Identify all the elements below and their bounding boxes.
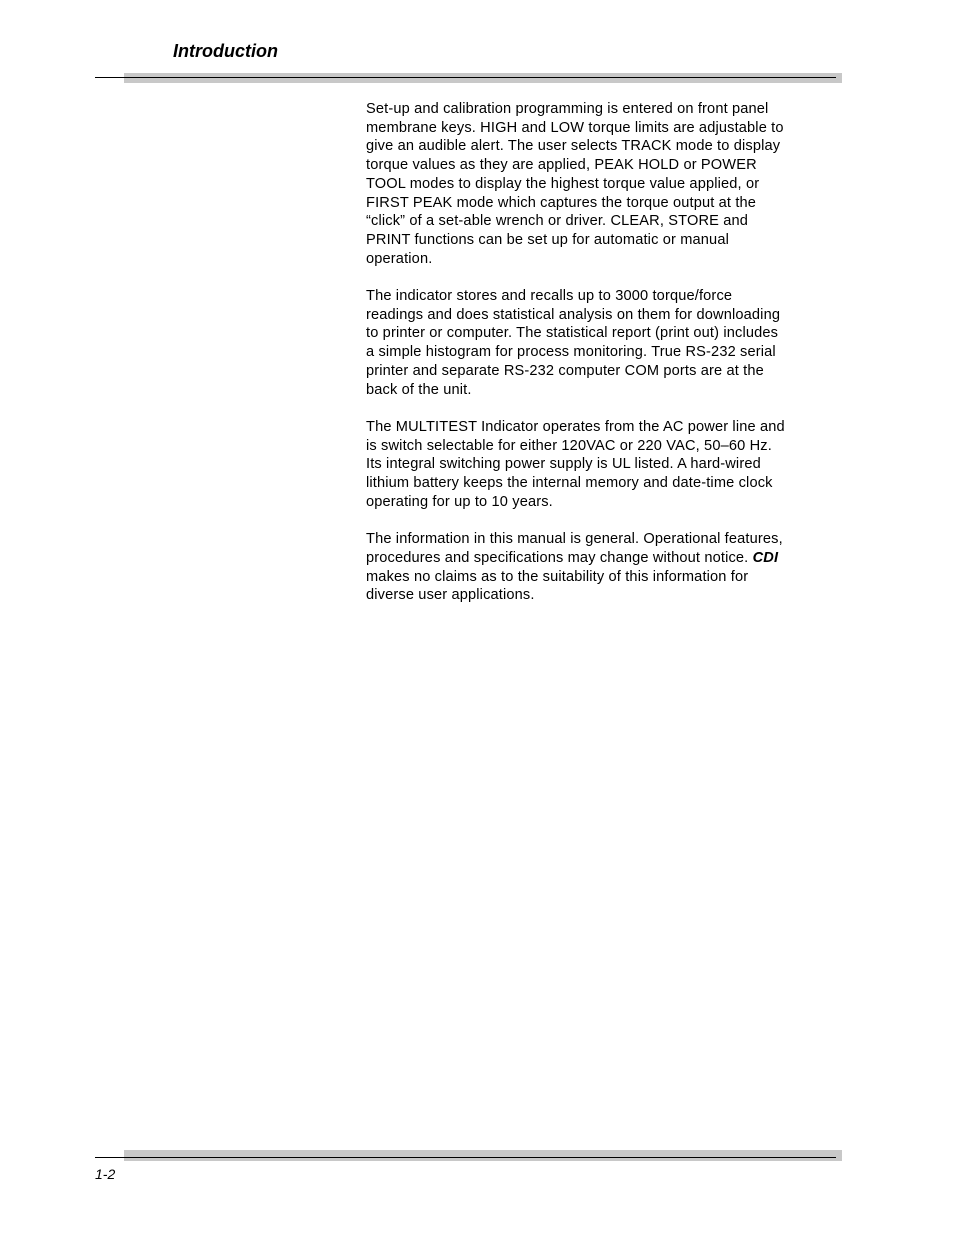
paragraph-setup-calibration: Set-up and calibration programming is entered on front panel membrane keys. HIGH and LOW torque limits are adjustable to give an audible alert. The user selects TRACK mode to display torque values as they are applied, PEAK HOLD or POWER TOOL modes to display the highest torque value applied, or FIRST PEAK mode which captures the torque output at the “click” of a set-able wrench or driver. CLEAR, STORE and PRINT functions can be set up for automatic or manual operation.	[366, 101, 784, 267]
body-text	[366, 100, 842, 624]
page-number: 1-2	[95, 1166, 116, 1182]
disclaimer-text-start: The information in this manual is general. Operational features, procedures and specifications may change without notice.	[366, 531, 783, 566]
paragraph-power: The MULTITEST Indicator operates from the AC power line and is switch selectable for either 120VAC or 220 VAC, 50–60 Hz. Its integral switching power supply is UL listed. A hard-wired lithium battery keeps the internal memory and date-time clock operating for up to 10 years.	[366, 418, 785, 510]
disclaimer-text-end: makes no claims as to the suitability of this information for diverse user applications.	[366, 568, 749, 604]
header-rule-thick	[124, 73, 842, 83]
paragraph-storage-statistics: The indicator stores and recalls up to 3000 torque/force readings and does statistical analysis on them for downloading to printer or computer. The statistical report (print out) includes a simple histogram for process monitoring. True RS-232 serial printer and separate RS-232 computer COM ports are at the back of the unit.	[366, 288, 781, 398]
brand-name: CDI	[752, 549, 779, 566]
section-title: Introduction	[173, 41, 278, 61]
footer-rule-thick	[124, 1150, 842, 1161]
paragraph-disclaimer	[366, 530, 842, 605]
footer-rule-thin	[95, 1157, 836, 1158]
header-rule-overlay	[124, 77, 836, 78]
